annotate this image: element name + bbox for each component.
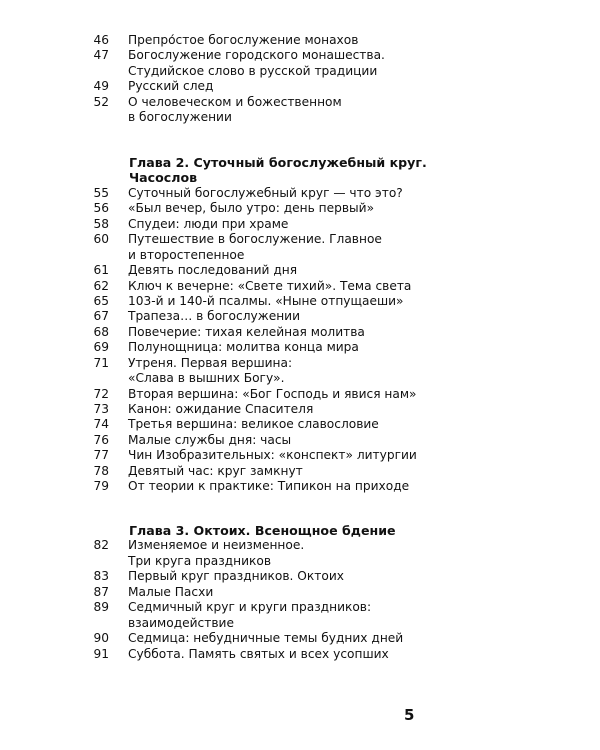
toc-page-number: 77 bbox=[93, 448, 109, 463]
toc-entry-title: Богослужение городского монашества. Студийское слово в русской традиции bbox=[128, 48, 385, 78]
toc-entry-title: «Был вечер, было утро: день первый» bbox=[128, 201, 375, 216]
toc-page-number: 73 bbox=[93, 402, 109, 417]
toc-entry-title: Повечерие: тихая келейная молитва bbox=[128, 324, 365, 339]
toc-page-number: 71 bbox=[93, 355, 109, 370]
toc-entry bbox=[0, 647, 600, 662]
toc-entry-title: 103-й и 140-й псалмы. «Ныне отпущаеши» bbox=[128, 293, 404, 308]
toc-entry bbox=[0, 433, 600, 448]
toc-entry bbox=[0, 232, 600, 263]
toc-entry bbox=[0, 569, 600, 584]
toc-page-number: 68 bbox=[93, 324, 109, 339]
toc-entry-title: Вторая вершина: «Бог Господь и явися нам» bbox=[128, 386, 417, 401]
toc-page-number: 56 bbox=[93, 201, 109, 216]
chapter-heading: Глава 2. Суточный богослужебный круг. Часослов bbox=[129, 155, 427, 186]
toc-chapter-2 bbox=[0, 155, 600, 495]
toc-entry bbox=[0, 33, 600, 48]
toc-entry bbox=[0, 201, 600, 216]
toc-entry bbox=[0, 464, 600, 479]
toc-page-number: 60 bbox=[93, 232, 109, 247]
toc-entry-title: От теории к практике: Типикон на приходе bbox=[128, 479, 410, 494]
toc-entry-title: Полунощница: молитва конца мира bbox=[128, 340, 359, 355]
toc-entry-title: Девять последований дня bbox=[128, 263, 298, 278]
toc-page-number: 79 bbox=[93, 479, 109, 494]
toc-entry-title: Седмица: небудничные темы будних дней bbox=[128, 631, 404, 646]
toc-entry bbox=[0, 95, 600, 126]
toc-entry-title: Суточный богослужебный круг — что это? bbox=[128, 185, 403, 200]
toc-entry-title: Седмичный круг и круги праздников: взаимодействие bbox=[128, 600, 372, 630]
toc-entry bbox=[0, 448, 600, 463]
toc-page-number: 46 bbox=[93, 33, 109, 47]
toc-entry-title: Девятый час: круг замкнут bbox=[128, 463, 303, 478]
toc-entry bbox=[0, 387, 600, 402]
toc-entry bbox=[0, 402, 600, 417]
toc-page-number: 72 bbox=[93, 386, 109, 401]
toc-entry bbox=[0, 186, 600, 201]
toc-page-number: 74 bbox=[93, 417, 109, 432]
toc-page-number: 87 bbox=[93, 584, 109, 599]
toc-page-number: 65 bbox=[93, 293, 109, 308]
toc-entry bbox=[0, 600, 600, 631]
toc-entry bbox=[0, 294, 600, 309]
toc-entry bbox=[0, 48, 600, 79]
toc-page-number: 62 bbox=[93, 278, 109, 293]
toc-page-number: 90 bbox=[93, 631, 109, 646]
toc-entry-title: Третья вершина: великое славословие bbox=[128, 417, 379, 432]
toc-entry bbox=[0, 340, 600, 355]
toc-page-number: 91 bbox=[93, 646, 109, 661]
toc-entry-title: Чин Изобразительных: «конспект» литургии bbox=[128, 448, 417, 463]
toc-page-number: 76 bbox=[93, 432, 109, 447]
toc-entry bbox=[0, 325, 600, 340]
toc-entry bbox=[0, 217, 600, 232]
toc-section-continued bbox=[0, 33, 600, 126]
chapter-heading-row bbox=[0, 155, 600, 186]
page-number: 5 bbox=[404, 706, 415, 724]
toc-entry-title: Суббота. Память святых и всех усопших bbox=[128, 646, 389, 661]
toc-entry bbox=[0, 279, 600, 294]
toc-page-number: 55 bbox=[93, 185, 109, 200]
toc-entry bbox=[0, 79, 600, 94]
toc-entry-title: Путешествие в богослужение. Главное и второстепенное bbox=[128, 232, 382, 262]
toc-page-number: 69 bbox=[93, 340, 109, 355]
toc-entry bbox=[0, 263, 600, 278]
toc-entry-title: Малые Пасхи bbox=[128, 584, 214, 599]
toc-entry bbox=[0, 631, 600, 646]
toc-entry-title: Препро́стое богослужение монахов bbox=[128, 33, 359, 47]
toc-entry bbox=[0, 309, 600, 324]
toc-entry bbox=[0, 585, 600, 600]
toc-entry-title: Спудеи: люди при храме bbox=[128, 216, 289, 231]
toc-entry bbox=[0, 538, 600, 569]
toc-page-number: 49 bbox=[93, 79, 109, 94]
chapter-heading-row bbox=[0, 523, 600, 538]
toc-entry-title: Изменяемое и неизменное. Три круга праздников bbox=[128, 538, 305, 568]
toc-entry-title: Трапеза… в богослужении bbox=[128, 309, 301, 324]
toc-entry-title: О человеческом и божественном в богослужении bbox=[128, 94, 342, 125]
toc-entry bbox=[0, 417, 600, 432]
toc-page-number: 47 bbox=[93, 48, 109, 63]
toc-page-number: 52 bbox=[93, 94, 109, 109]
toc-entry-title: Малые службы дня: часы bbox=[128, 432, 292, 447]
toc-entry-title: Первый круг праздников. Октоих bbox=[128, 569, 344, 584]
toc-entry-title: Канон: ожидание Спасителя bbox=[128, 402, 314, 417]
chapter-heading: Глава 3. Октоих. Всенощное бдение bbox=[129, 523, 396, 538]
toc-page-number: 78 bbox=[93, 463, 109, 478]
toc-entry-title: Утреня. Первая вершина: «Слава в вышних Богу». bbox=[128, 355, 293, 386]
toc-entry bbox=[0, 356, 600, 387]
toc-chapter-3 bbox=[0, 523, 600, 662]
toc-page-number: 67 bbox=[93, 309, 109, 324]
toc-entry-title: Ключ к вечерне: «Свете тихий». Тема света bbox=[128, 278, 412, 293]
toc-page-number: 83 bbox=[93, 569, 109, 584]
toc-page-number: 61 bbox=[93, 263, 109, 278]
toc-entry bbox=[0, 479, 600, 494]
toc-page-number: 82 bbox=[93, 538, 109, 553]
toc-page-number: 58 bbox=[93, 216, 109, 231]
toc-page-number: 89 bbox=[93, 600, 109, 615]
toc-entry-title: Русский след bbox=[128, 79, 214, 94]
